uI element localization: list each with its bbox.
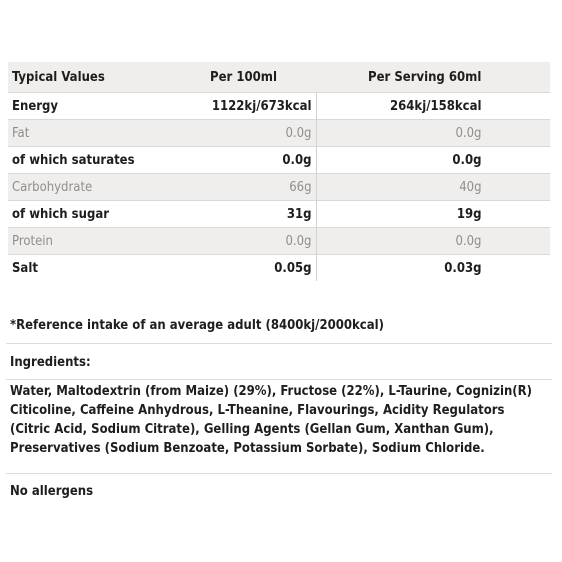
value-per-serving: 40g [459,179,482,195]
allergens-note: No allergens [10,484,94,499]
table-row [8,255,550,282]
divider [6,343,552,344]
value-per-serving-cell [316,228,550,255]
nutrient-name: Salt [12,260,38,276]
value-per-serving-cell [316,255,550,282]
header-typical-values: Typical Values [8,62,208,93]
value-per-100ml: 66g [208,174,316,201]
value-per-100ml: 1122kj/673kcal [208,93,316,120]
table-header-row [8,62,550,93]
value-per-serving-cell [316,201,550,228]
table-row [8,228,550,255]
table-row [8,93,550,120]
value-per-100ml: 0.05g [208,255,316,282]
table-row [8,120,550,147]
nutrient-name: Fat [8,120,208,147]
value-per-serving: 0.03g [444,260,482,276]
value-per-serving: 0.0g [452,152,482,168]
value-per-serving: 264kj/158kcal [390,98,482,114]
nutrition-table [8,62,550,281]
header-per-100ml: Per 100ml [208,62,316,93]
value-per-serving-cell [316,120,550,147]
value-per-serving: 0.0g [455,233,482,249]
value-per-100ml: 0.0g [208,228,316,255]
value-per-serving-cell [316,174,550,201]
ingredients-line: Citicoline, Caffeine Anhydrous, L-Theanine, Flavourings, Acidity Regulators [10,403,505,418]
divider [6,379,552,380]
ingredients-line: (Citric Acid, Sodium Citrate), Gelling Agents (Gellan Gum, Xanthan Gum), [10,422,494,437]
nutrient-name: Energy [12,98,59,114]
header-per-serving [316,62,550,93]
header-per-serving-label: Per Serving 60ml [368,69,482,85]
table-row [8,201,550,228]
nutrient-name: Protein [8,228,208,255]
divider [6,473,552,474]
table-row [8,147,550,174]
ingredients-line: Preservatives (Sodium Benzoate, Potassium Sorbate), Sodium Chloride. [10,441,485,456]
value-per-serving: 19g [456,206,482,222]
value-per-serving: 0.0g [455,125,482,141]
value-per-100ml: 0.0g [208,120,316,147]
value-per-serving-cell [316,93,550,120]
nutrition-panel [8,62,550,281]
nutrient-name: Carbohydrate [8,174,208,201]
nutrient-name: of which saturates [12,152,135,168]
ingredients-heading: Ingredients: [10,355,91,370]
nutrient-name: of which sugar [12,206,109,222]
value-per-100ml: 31g [208,201,316,228]
value-per-serving-cell [316,147,550,174]
ingredients-line: Water, Maltodextrin (from Maize) (29%), Fructose (22%), L-Taurine, Cognizin(R) [10,384,532,399]
value-per-100ml: 0.0g [208,147,316,174]
table-row [8,174,550,201]
reference-intake-note: *Reference intake of an average adult (8400kj/2000kcal) [10,318,384,333]
ingredients-list [10,382,555,458]
